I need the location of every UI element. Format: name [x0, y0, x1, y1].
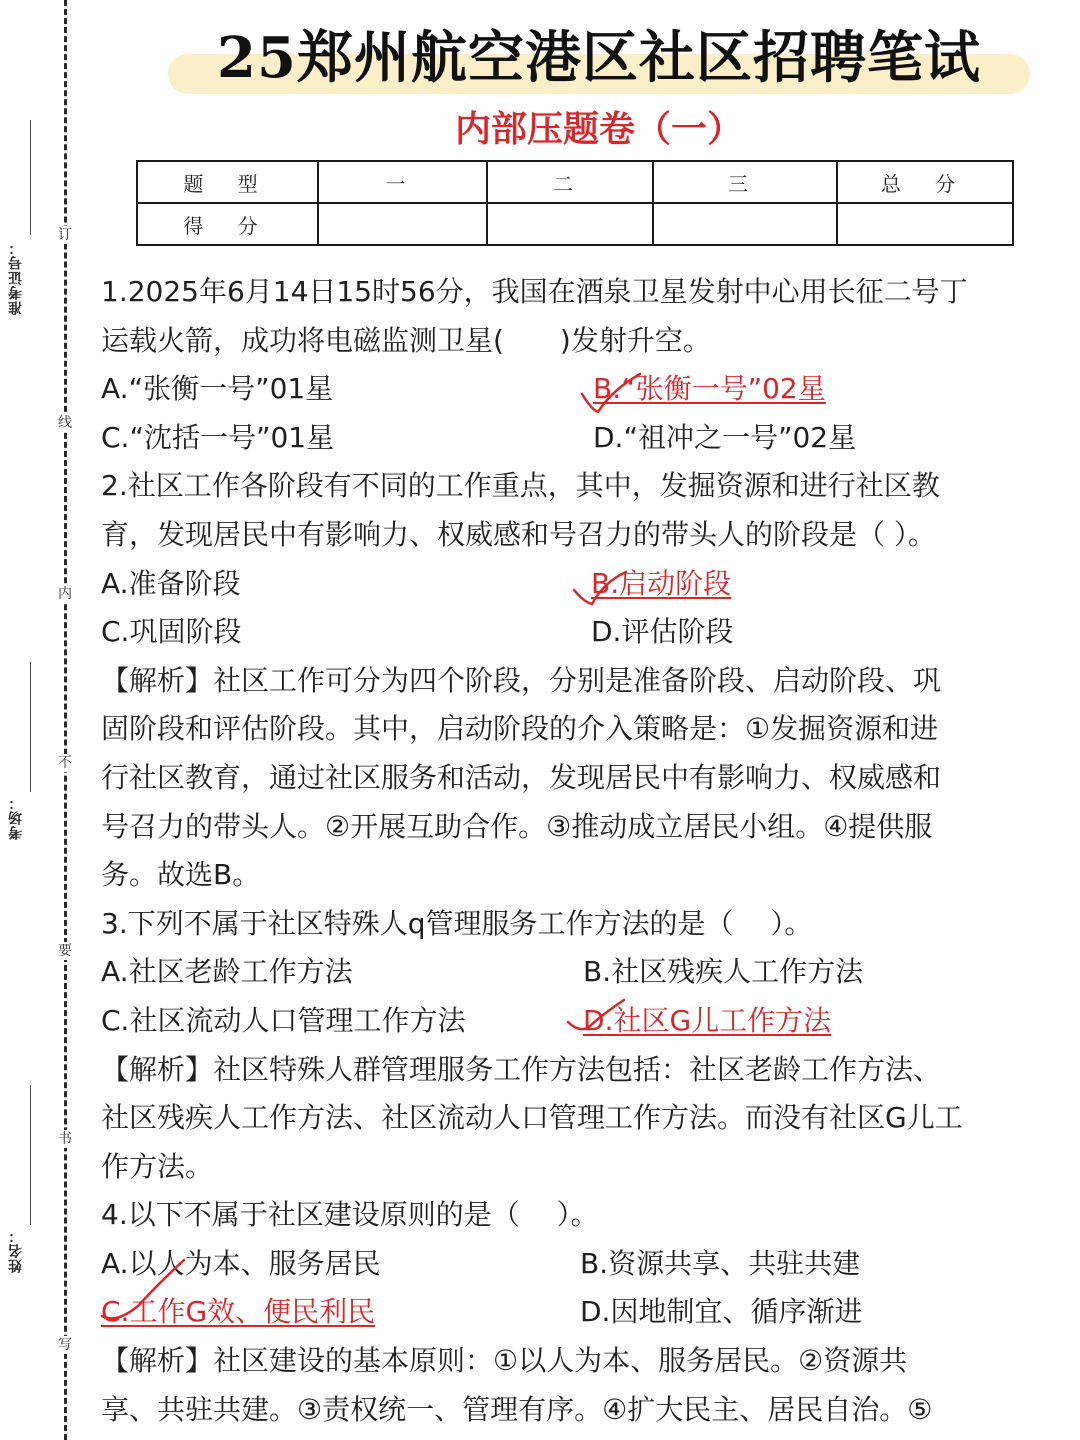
- question-2-stem: 育，发现居民中有影响力、权威感和号召力的带头人的阶段是（ ）。: [101, 517, 936, 551]
- score-row-label: 得 分: [137, 203, 318, 245]
- analysis-line: 务。故选B。: [101, 858, 261, 892]
- analysis-line: 享、共驻共建。③责权统一、管理有序。④扩大民主、居民自治。⑤: [101, 1392, 933, 1426]
- analysis-line: 行社区教育，通过社区服务和活动，发现居民中有影响力、权威感和: [101, 760, 942, 794]
- question-1-options-row: [101, 414, 1046, 463]
- page-subtitle: 内部压题卷（一）: [454, 108, 743, 150]
- option-d-correct: D.社区G儿工作方法: [583, 1003, 832, 1037]
- option-c: C.“沈括一号”01星: [101, 420, 335, 454]
- score-header-cell: 二: [487, 161, 653, 203]
- analysis-line: 号召力的带头人。②开展互助合作。③推动成立居民小组。④提供服: [101, 809, 933, 843]
- option-c: C.巩固阶段: [101, 615, 242, 649]
- option-b: B.资源共享、共驻共建: [580, 1246, 861, 1280]
- score-cell[interactable]: [837, 203, 1013, 245]
- binding-word: 线: [58, 415, 72, 431]
- binding-word: 内: [58, 586, 72, 602]
- question-1-stem: 运载火箭，成功将电磁监测卫星( )发射升空。: [101, 323, 711, 357]
- analysis-line: 【解析】社区工作可分为四个阶段，分别是准备阶段、启动阶段、巩: [101, 663, 942, 697]
- option-d: D.“祖冲之一号”02星: [593, 420, 857, 454]
- binding-word: 书: [58, 1131, 72, 1147]
- score-header-cell: 总 分: [837, 161, 1013, 203]
- option-d: D.评估阶段: [591, 615, 734, 649]
- question-4-options-row: [101, 1288, 1046, 1337]
- option-a: A.准备阶段: [101, 566, 241, 600]
- score-cell[interactable]: [318, 203, 487, 245]
- question-3-stem: 3.下列不属于社区特殊人q管理服务工作方法的是（ ）。: [101, 906, 813, 940]
- question-2-options-row: [101, 560, 1046, 609]
- option-c: C.社区流动人口管理工作方法: [101, 1003, 466, 1037]
- question-2-options-row: [101, 608, 1046, 657]
- binding-word: 订: [58, 227, 72, 243]
- binding-word: 写: [58, 1337, 72, 1353]
- option-b-correct: B.启动阶段: [591, 566, 732, 600]
- binding-word: 要: [58, 943, 72, 959]
- analysis-line: 【解析】社区特殊人群管理服务工作方法包括：社区老龄工作方法、: [101, 1052, 942, 1086]
- binding-dashed-line: [64, 0, 67, 1440]
- score-header-cell: 题 型: [137, 161, 318, 203]
- score-table: [136, 160, 1014, 246]
- analysis-line: 固阶段和评估阶段。其中，启动阶段的介入策略是：①发掘资源和进: [101, 712, 939, 746]
- option-a: A.“张衡一号”01星: [101, 372, 334, 406]
- score-cell[interactable]: [653, 203, 837, 245]
- question-1-options-row: [101, 365, 1046, 414]
- option-d: D.因地制宜、循序渐进: [580, 1295, 863, 1329]
- score-table-header-row: [137, 161, 1013, 203]
- question-3-options-row: [101, 997, 1046, 1046]
- option-b-correct: B.“张衡一号”02星: [593, 372, 826, 406]
- question-4-stem: 4.以下不属于社区建设原则的是（ ）。: [101, 1198, 599, 1232]
- exam-room-label: 考场：: [8, 795, 24, 840]
- question-2-stem: 2.社区工作各阶段有不同的工作重点，其中，发掘资源和进行社区教: [101, 469, 940, 503]
- question-content: [101, 268, 1046, 1434]
- option-c-correct: C.工作G效、便民利民: [101, 1295, 376, 1329]
- name-label: 姓名：: [8, 1228, 24, 1273]
- binding-word: 不: [58, 755, 72, 771]
- score-header-cell: 三: [653, 161, 837, 203]
- score-cell[interactable]: [487, 203, 653, 245]
- admission-number-line: [30, 120, 31, 235]
- score-header-cell: 一: [318, 161, 487, 203]
- admission-number-label: 准考证号：: [8, 240, 24, 315]
- analysis-line: 社区残疾人工作方法、社区流动人口管理工作方法。而没有社区G儿工: [101, 1101, 963, 1135]
- option-a: A.社区老龄工作方法: [101, 955, 353, 989]
- score-table-score-row: [137, 203, 1013, 245]
- question-4-options-row: [101, 1240, 1046, 1289]
- option-b: B.社区残疾人工作方法: [583, 955, 864, 989]
- analysis-line: 作方法。: [101, 1149, 214, 1183]
- question-1-stem: 1.2025年6月14日15时56分，我国在酒泉卫星发射中心用长征二号丁: [101, 275, 968, 308]
- exam-room-line: [30, 662, 31, 792]
- question-3-options-row: [101, 948, 1046, 997]
- name-line: [30, 1085, 31, 1225]
- page-title: 25郑州航空港区社区招聘笔试: [217, 25, 981, 91]
- option-a: A.以人为本、服务居民: [101, 1246, 381, 1280]
- analysis-line: 【解析】社区建设的基本原则：①以人为本、服务居民。②资源共: [101, 1344, 908, 1378]
